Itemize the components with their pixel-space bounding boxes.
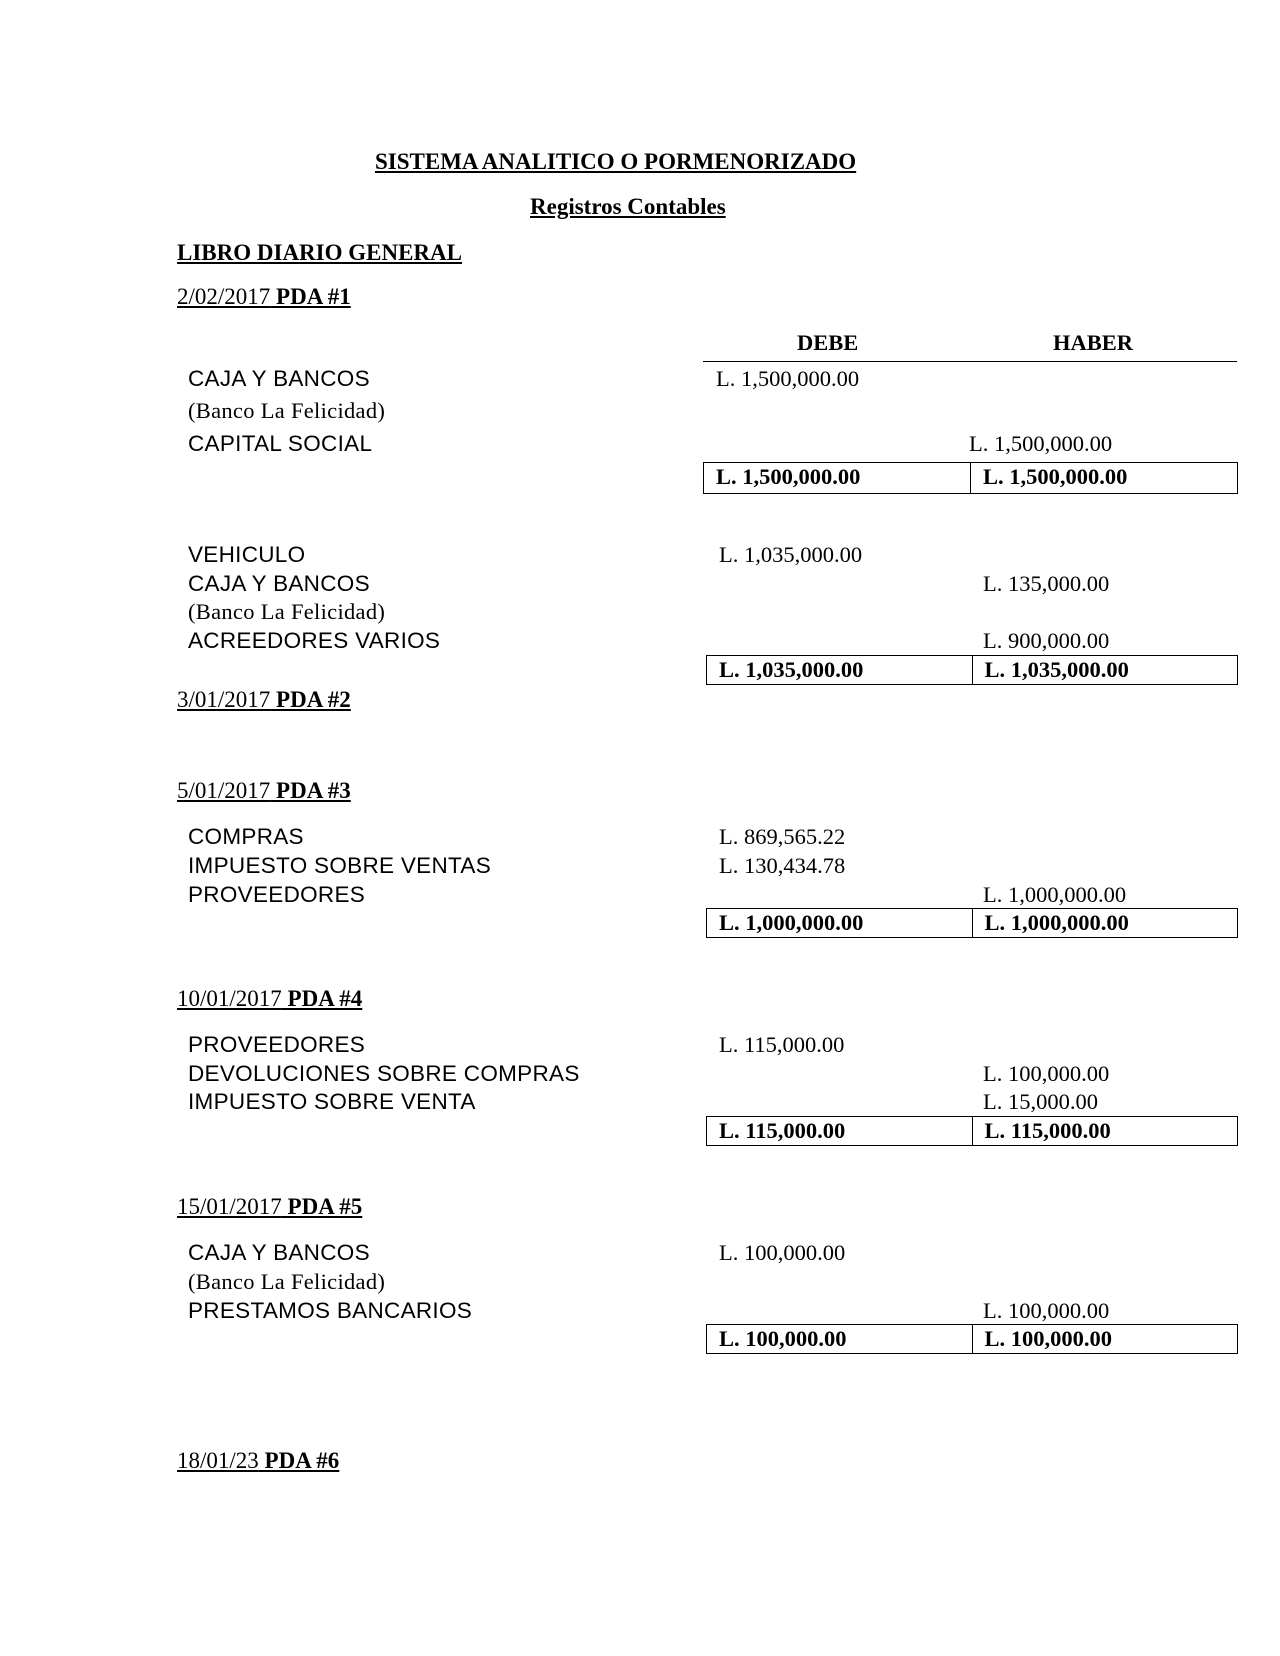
account-line: ACREEDORES VARIOS [188, 628, 441, 653]
total-box [706, 655, 1238, 685]
total-haber: L. 115,000.00 [984, 1118, 1111, 1143]
haber-amount: L. 135,000.00 [983, 571, 1110, 596]
debe-amount: L. 869,565.22 [719, 824, 846, 849]
entry-label: PDA #4 [287, 986, 363, 1011]
account-line: PRESTAMOS BANCARIOS [188, 1298, 473, 1323]
account-line: CAPITAL SOCIAL [188, 431, 373, 456]
total-box [706, 908, 1238, 938]
total-debe: L. 115,000.00 [707, 1117, 973, 1145]
debe-amount: L. 100,000.00 [719, 1240, 846, 1265]
total-debe: L. 1,500,000.00 [704, 463, 971, 493]
account-line: IMPUESTO SOBRE VENTAS [188, 853, 492, 878]
entry-date-pda1 [177, 284, 351, 310]
entry-date-pda4 [177, 986, 362, 1012]
haber-amount: L. 100,000.00 [983, 1061, 1110, 1086]
total-debe: L. 100,000.00 [707, 1325, 973, 1353]
entry-date: 2/02/2017 [177, 284, 271, 309]
total-box [706, 1324, 1238, 1354]
account-line: PROVEEDORES [188, 1032, 366, 1057]
haber-amount: L. 15,000.00 [983, 1089, 1098, 1114]
total-haber: L. 1,000,000.00 [984, 910, 1129, 935]
column-header-rule [703, 361, 1237, 362]
account-line: CAJA Y BANCOS [188, 1240, 370, 1265]
account-line: PROVEEDORES [188, 882, 366, 907]
column-header-haber: HABER [1053, 330, 1134, 355]
entry-label: PDA #1 [276, 284, 351, 309]
entry-date: 5/01/2017 [177, 778, 271, 803]
entry-label: PDA #6 [264, 1448, 340, 1473]
book-title: LIBRO DIARIO GENERAL [177, 240, 462, 265]
account-line: CAJA Y BANCOS [188, 571, 370, 596]
column-header-debe: DEBE [797, 330, 859, 355]
debe-amount: L. 1,500,000.00 [716, 366, 860, 391]
total-debe: L. 1,035,000.00 [707, 656, 973, 684]
entry-label: PDA #2 [276, 687, 351, 712]
entry-date: 15/01/2017 [177, 1194, 282, 1219]
total-box [706, 1116, 1238, 1146]
total-haber: L. 1,500,000.00 [983, 464, 1128, 489]
entry-label: PDA #3 [276, 778, 351, 803]
debe-amount: L. 130,434.78 [719, 853, 846, 878]
account-line: COMPRAS [188, 824, 304, 849]
account-line: CAJA Y BANCOS [188, 366, 370, 391]
haber-amount: L. 100,000.00 [983, 1298, 1110, 1323]
account-line: DEVOLUCIONES SOBRE COMPRAS [188, 1061, 580, 1086]
total-debe: L. 1,000,000.00 [707, 909, 973, 937]
total-box [703, 462, 1238, 494]
entry-date-pda6 [177, 1448, 339, 1474]
entry-date: 3/01/2017 [177, 687, 271, 712]
entry-date-pda3 [177, 778, 351, 804]
account-line: (Banco La Felicidad) [188, 1269, 386, 1294]
haber-amount: L. 900,000.00 [983, 628, 1110, 653]
account-line: IMPUESTO SOBRE VENTA [188, 1089, 476, 1114]
debe-amount: L. 115,000.00 [719, 1032, 845, 1057]
account-line: (Banco La Felicidad) [188, 599, 386, 624]
entry-label: PDA #5 [287, 1194, 363, 1219]
document-subtitle: Registros Contables [530, 194, 726, 219]
total-haber: L. 1,035,000.00 [984, 657, 1129, 682]
haber-amount: L. 1,500,000.00 [969, 431, 1113, 456]
entry-date-pda5 [177, 1194, 362, 1220]
account-line: VEHICULO [188, 542, 306, 567]
haber-amount: L. 1,000,000.00 [983, 882, 1127, 907]
entry-date-pda2 [177, 687, 351, 713]
debe-amount: L. 1,035,000.00 [719, 542, 863, 567]
entry-date: 18/01/23 [177, 1448, 259, 1473]
account-line: (Banco La Felicidad) [188, 398, 386, 423]
total-haber: L. 100,000.00 [984, 1326, 1113, 1351]
entry-date: 10/01/2017 [177, 986, 282, 1011]
document-title: SISTEMA ANALITICO O PORMENORIZADO [375, 149, 857, 174]
